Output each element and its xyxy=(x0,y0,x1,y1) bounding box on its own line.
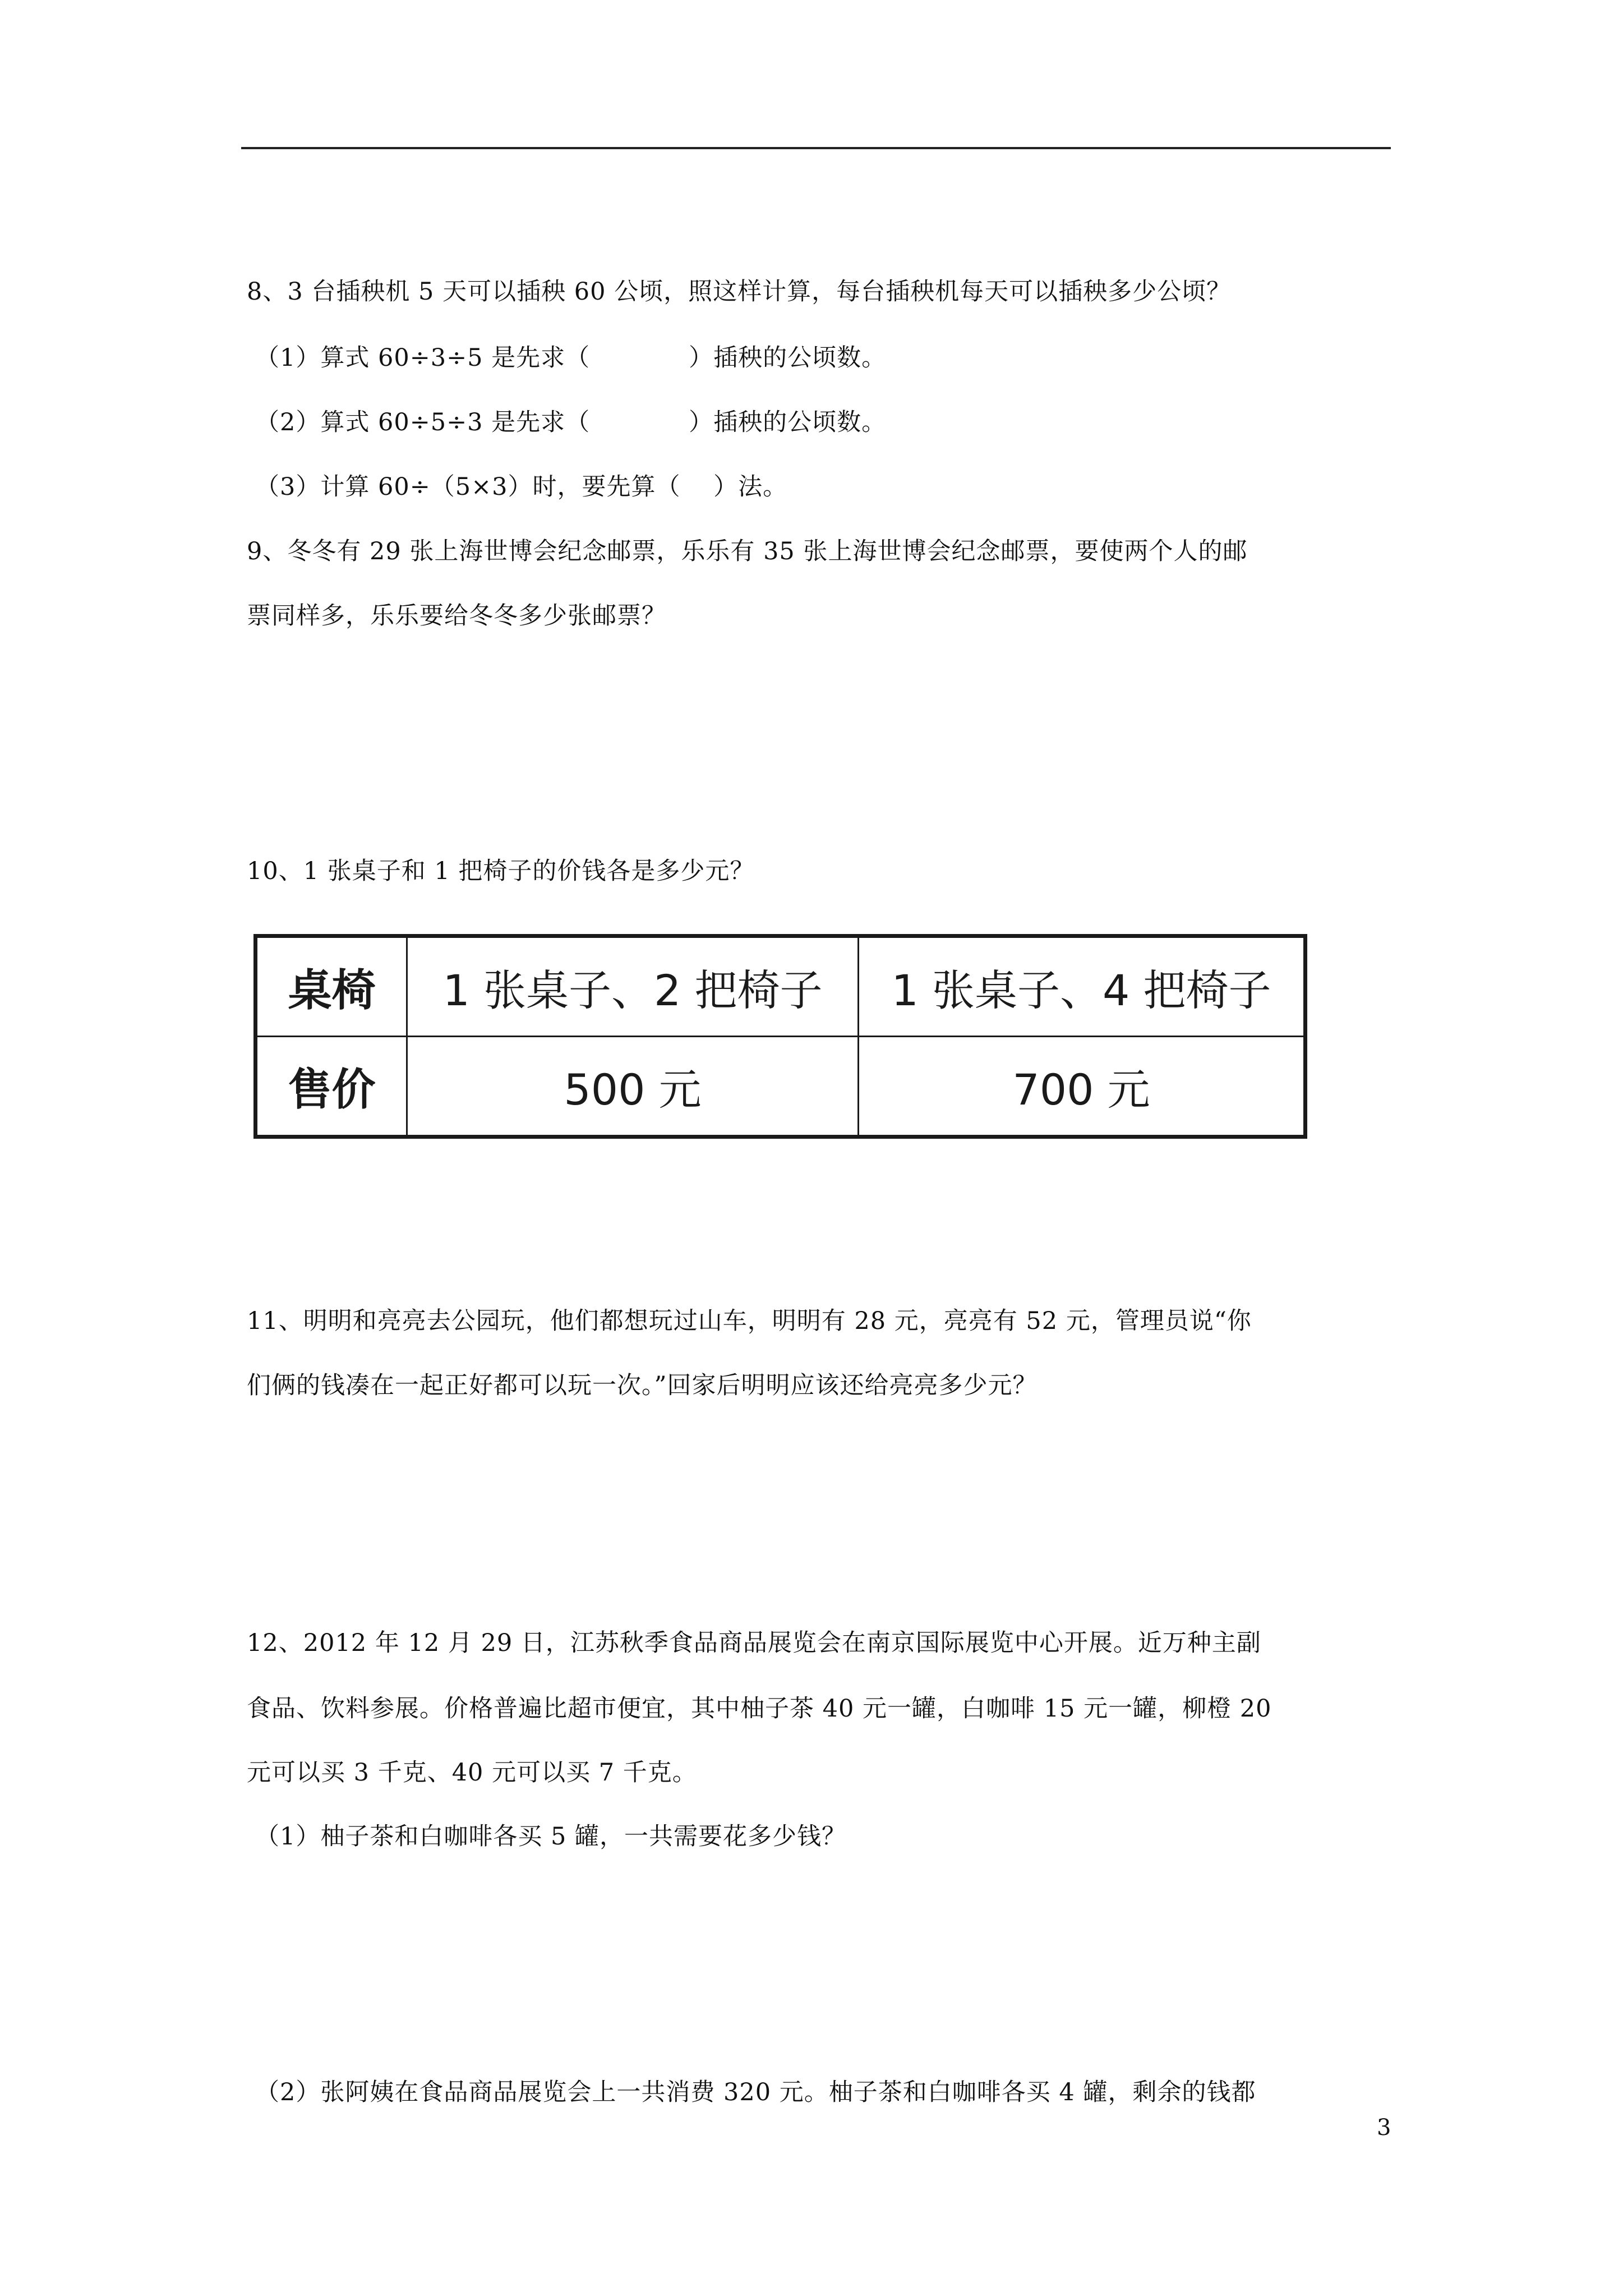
q9-line2: 票同样多，乐乐要给冬冬多少张邮票？ xyxy=(247,602,666,630)
table-cell: 500 元 xyxy=(407,1037,859,1137)
header-rule xyxy=(241,147,1391,149)
q8-sub2: （2）算式 60÷5÷3 是先求（ ）插秧的公顷数。 xyxy=(255,408,887,436)
q8-stem: 8、3 台插秧机 5 天可以插秧 60 公顷，照这样计算，每台插秧机每天可以插秧多少公顷？ xyxy=(247,278,1232,306)
q8-sub1: （1）算式 60÷3÷5 是先求（ ）插秧的公顷数。 xyxy=(255,344,887,372)
q11-line2: 们俩的钱凑在一起正好都可以玩一次。”回家后明明应该还给亮亮多少元？ xyxy=(247,1372,1038,1400)
table-cell: 售价 xyxy=(256,1037,407,1137)
q9-line1: 9、冬冬有 29 张上海世博会纪念邮票，乐乐有 35 张上海世博会纪念邮票，要使两个人的邮 xyxy=(247,537,1248,565)
q12-line3: 元可以买 3 千克、40 元可以买 7 千克。 xyxy=(247,1759,697,1787)
q10-stem: 10、1 张桌子和 1 把椅子的价钱各是多少元？ xyxy=(247,857,755,885)
q11-line1: 11、明明和亮亮去公园玩，他们都想玩过山车，明明有 28 元，亮亮有 52 元，管理员说“你 xyxy=(247,1307,1252,1335)
price-table xyxy=(253,934,1307,1139)
page-number: 3 xyxy=(1377,2115,1391,2141)
table-cell: 700 元 xyxy=(859,1037,1306,1137)
table-header-cell: 1 张桌子、2 把椅子 xyxy=(407,936,859,1037)
q8-sub3: （3）计算 60÷（5×3）时，要先算（ ）法。 xyxy=(255,473,788,501)
table-row xyxy=(256,1037,1306,1137)
q12-line1: 12、2012 年 12 月 29 日，江苏秋季食品商品展览会在南京国际展览中心开展。近万种主副 xyxy=(247,1629,1261,1657)
q12-sub2: （2）张阿姨在食品商品展览会上一共消费 320 元。柚子茶和白咖啡各买 4 罐，剩余的钱都 xyxy=(255,2078,1256,2106)
table-header-cell: 桌椅 xyxy=(256,936,407,1037)
table-header-cell: 1 张桌子、4 把椅子 xyxy=(859,936,1306,1037)
q12-sub1: （1）柚子茶和白咖啡各买 5 罐，一共需要花多少钱？ xyxy=(255,1823,847,1851)
q12-line2: 食品、饮料参展。价格普遍比超市便宜，其中柚子茶 40 元一罐，白咖啡 15 元一罐，柳橙 20 xyxy=(247,1695,1272,1723)
table-row xyxy=(256,936,1306,1037)
